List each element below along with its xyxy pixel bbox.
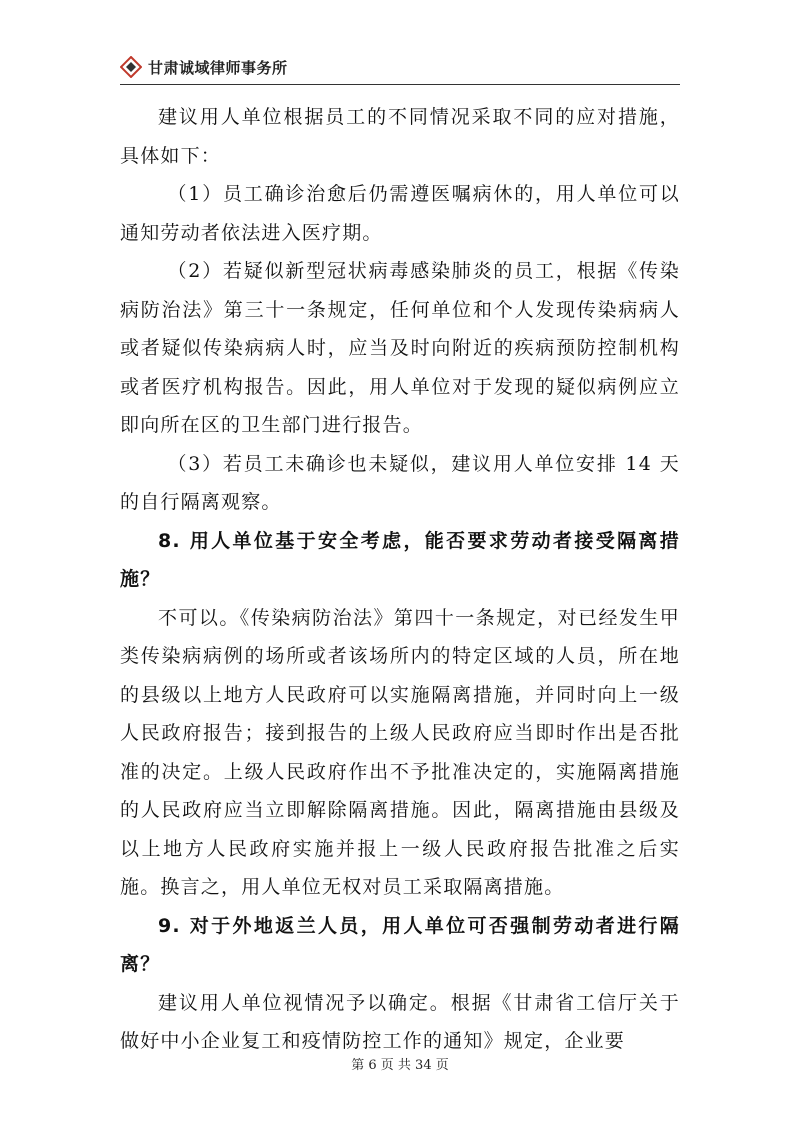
page-header — [120, 50, 680, 84]
header-divider — [120, 84, 680, 85]
firm-name: 甘肃诚域律师事务所 — [148, 58, 288, 77]
diamond-logo-icon — [120, 56, 142, 78]
paragraph-item-2: （2）若疑似新型冠状病毒感染肺炎的员工，根据《传染病防治法》第三十一条规定，任何单位和个人发现传染病病人或者疑似传染病病人时，应当及时向附近的疾病预防控制机构或者医疗机构报告。因此，用人单位对于发现的疑似病例应立即向所在区的卫生部门进行报告。 — [120, 260, 680, 436]
page-number: 第 6 页 共 34 页 — [351, 1058, 449, 1073]
paragraph-intro: 建议用人单位根据员工的不同情况采取不同的应对措施，具体如下： — [120, 106, 680, 167]
paragraph-item-3: （3）若员工未确诊也未疑似，建议用人单位安排 14 天的自行隔离观察。 — [120, 452, 680, 513]
document-body — [120, 98, 680, 1061]
paragraph-answer-9: 建议用人单位视情况予以确定。根据《甘肃省工信厅关于做好中小企业复工和疫情防控工作的通知》规定，企业要 — [120, 991, 680, 1052]
heading-question-8: 8. 用人单位基于安全考虑，能否要求劳动者接受隔离措施？ — [120, 529, 680, 590]
heading-question-9: 9. 对于外地返兰人员，用人单位可否强制劳动者进行隔离？ — [120, 914, 680, 975]
paragraph-item-1: （1）员工确诊治愈后仍需遵医嘱病休的，用人单位可以通知劳动者依法进入医疗期。 — [120, 183, 680, 244]
paragraph-answer-8: 不可以。《传染病防治法》第四十一条规定，对已经发生甲类传染病病例的场所或者该场所内的特定区域的人员，所在地的县级以上地方人民政府可以实施隔离措施，并同时向上一级人民政府报告；接到报告的上级人民政府应当即时作出是否批准的决定。上级人民政府作出不予批准决定的，实施隔离措施的人民政府应当立即解除隔离措施。因此，隔离措施由县级及以上地方人民政府实施并报上一级人民政府报告批准之后实施。换言之，用人单位无权对员工采取隔离措施。 — [120, 606, 680, 898]
